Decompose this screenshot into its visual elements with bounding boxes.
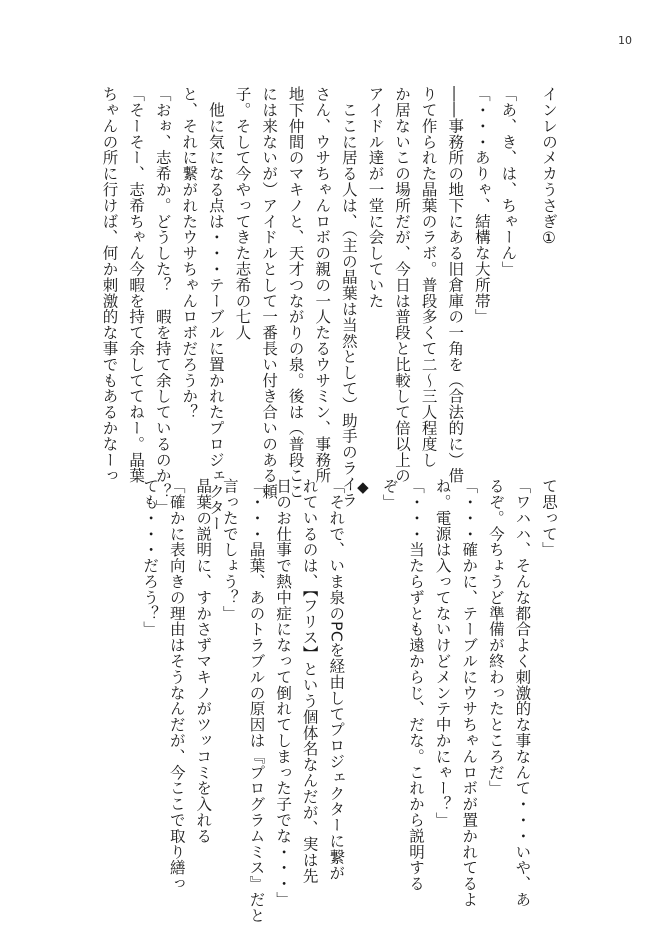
- text-line: 「それで、いま泉のPCを経由してプロジェクターに繋が: [327, 478, 346, 881]
- text-line: 「おぉ、志希か。どうした？ 暇を持て余しているのか？」: [153, 86, 172, 516]
- section-break-diamond-icon: ◆: [353, 478, 372, 497]
- text-line: ――事務所の地下にある旧倉庫の一角を（合法的に）借: [446, 86, 465, 484]
- text-line: ね。電源は入ってないけどメンテ中かにゃー？」: [433, 478, 452, 828]
- text-line: 「・・・確かに、テーブルにウサちゃんロボが置かれてるよ: [460, 478, 479, 908]
- text-line: 「ワハハ、そんな都合よく刺激的な事なんて・・・いや、あ: [513, 478, 532, 908]
- text-line: 「そーそー、志希ちゃん今暇を持て余しててねー。晶葉: [127, 86, 146, 484]
- text-line: れているのは、【フリス】という個体名なんだが、実は先: [300, 478, 319, 884]
- text-line: アイドル達が一堂に会していた: [366, 86, 385, 309]
- text-line: ちゃんの所に行けば、何か刺激的な事でもあるかなーっ: [100, 86, 119, 484]
- text-line: 言ったでしょう？」: [220, 478, 239, 622]
- text-line: 日のお仕事で熱中症になって倒れてしまった子でな・・・」: [274, 478, 293, 908]
- text-line: て思って」: [540, 478, 558, 558]
- text-line: ぞ」: [380, 478, 399, 510]
- text-line: 他に気になる点は・・・テーブルに置かれたプロジェクター: [206, 86, 225, 532]
- text-line: 「あ、き、は、ちゃーん」: [499, 86, 518, 277]
- text-line: さん、ウサちゃんロボの親の一人たるウサミン、事務所: [313, 86, 332, 484]
- text-line: ここに居る人は、（主の晶葉は当然として）助手のライラ: [339, 86, 358, 508]
- text-line: 「・・・晶葉、あのトラブルの原因は『プログラムミス』だと: [247, 478, 266, 924]
- text-line: るぞ。今ちょうど準備が終わったところだ」: [486, 478, 505, 796]
- text-line: りて作られた晶葉のラボ。普段多くて二～三人程度し: [419, 86, 438, 468]
- page-number: 10: [618, 34, 632, 47]
- text-block-bottom: [137, 478, 563, 924]
- text-line: ても・・・だろう？」: [141, 478, 160, 637]
- text-line: 晶葉の説明に、すかさずマキノがツッコミを入れる: [194, 478, 213, 844]
- chapter-title: インレのメカうさぎ①: [540, 86, 558, 248]
- text-line: には来ないが）アイドルとして一番長い付き合いのある頼: [260, 86, 279, 500]
- text-line: 子。そして今やってきた志希の七人: [233, 86, 252, 341]
- text-line: 「・・・ありゃ、結構な大所帯」: [472, 86, 491, 325]
- text-line: か居ないこの場所だが、今日は普段と比較して倍以上の: [393, 86, 412, 484]
- text-line: と、それに繋がれたウサちゃんロボだろうか？: [180, 86, 199, 420]
- text-line: 「・・・当たらずとも遠からじ、だな。これから説明する: [407, 478, 426, 892]
- text-line: 地下仲間のマキノと、天才つながりの泉。後は（普段ここ: [286, 86, 305, 500]
- text-line: 「確かに表向きの理由はそうなんだが、今ここで取り繕っ: [167, 478, 186, 892]
